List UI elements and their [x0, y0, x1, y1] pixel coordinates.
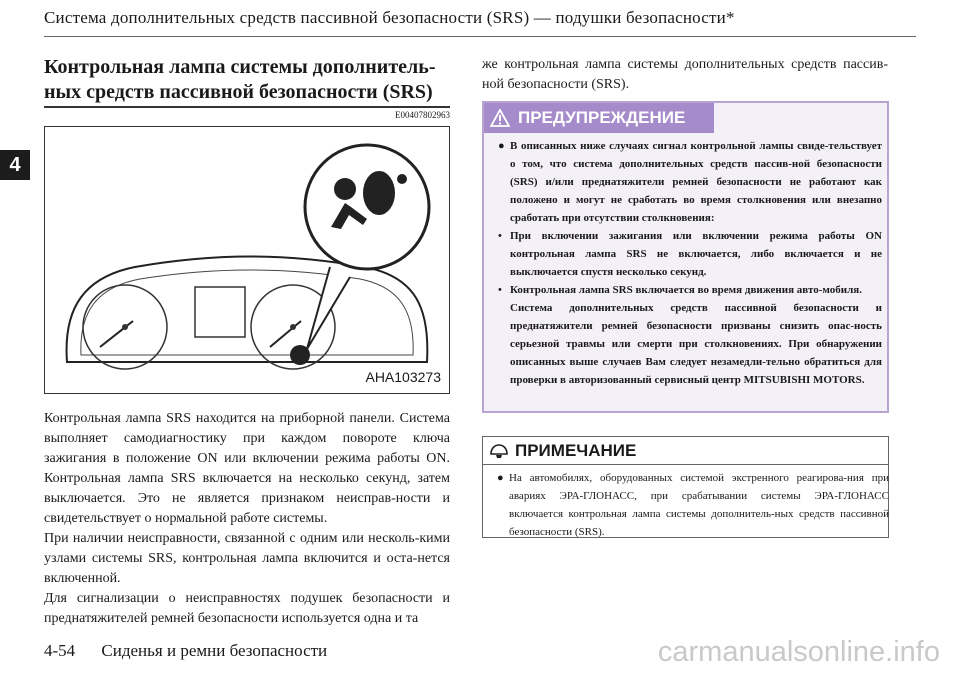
- body-paragraph-3: Для сигнализации о неисправностях подушек безопасности и преднатяжителей ремней безопасности используется одна и та: [44, 591, 450, 626]
- cluster-illustration: [45, 127, 449, 393]
- footer-title: Сиденья и ремни безопасности: [101, 641, 328, 660]
- warning-subitem-2: [498, 281, 882, 299]
- cluster-outline: [67, 257, 428, 363]
- bullet-icon: ●: [498, 140, 505, 152]
- warning-body: [498, 137, 882, 389]
- figure-label: AHA103273: [365, 369, 441, 385]
- left-gauge-hub: [122, 324, 128, 330]
- body-paragraph-1: Контрольная лампа SRS находится на приборной панели. Система выполняет самодиагностику при каждом повороте ключа зажигания в положение ON или включении режима работы ON. Контрольная лампа SRS включается на несколько секунд, затем выключается. Это не является признаком неисправ-ности и свидетельствует о нормальной работе системы.: [44, 411, 450, 526]
- section-title-line-2: ных средств пассивной безопасности (SRS): [44, 81, 433, 103]
- warning-paragraph-1: В описанных ниже случаях сигнал контрольной лампы свиде-тельствует о том, что система дополнительных средств пассив-ной безопасности (SRS) и/или преднатяжители ремней безопасности не работают как положено и могут не сработать во время столкновения или внезапно сработать при отсутствии столкновения:: [510, 140, 882, 224]
- note-header: [483, 437, 888, 465]
- bullet-icon: ●: [497, 472, 504, 484]
- section-code: E00407802963: [395, 110, 450, 120]
- note-body: [497, 469, 889, 541]
- warning-header: [484, 103, 714, 133]
- section-divider: [44, 106, 450, 108]
- warning-triangle-icon: [490, 109, 510, 127]
- warning-bullet-item: [498, 137, 882, 227]
- warning-subitem-1-text: При включении зажигания или включении режима работы ON контрольная лампа SRS не включается, либо включается и не выключается спустя несколько секунд.: [510, 230, 882, 278]
- column2-continuation: же контрольная лампа системы дополнительных средств пассив-ной безопасности (SRS).: [482, 57, 888, 92]
- right-gauge-hub: [290, 324, 296, 330]
- left-gauge-needle: [100, 321, 133, 347]
- warning-subitem-1: [498, 227, 882, 281]
- warning-box: [482, 101, 889, 413]
- dash-bullet: •: [498, 230, 502, 242]
- note-title: ПРИМЕЧАНИЕ: [515, 440, 637, 460]
- watermark: carmanualsonline.info: [657, 636, 940, 668]
- header-divider: [44, 36, 916, 37]
- page-number: 4-54: [44, 641, 76, 660]
- right-gauge-needle: [270, 321, 301, 347]
- page-footer: [44, 641, 327, 661]
- running-header: Система дополнительных средств пассивной безопасности (SRS) — подушки безопасности*: [44, 8, 735, 27]
- warning-subitem-2-text: Контрольная лампа SRS включается во время движения авто-мобиля.: [510, 284, 862, 296]
- body-paragraph-2: При наличии неисправности, связанной с одним или несколь-кими узлами системы SRS, контрольная лампа включится и оста-нется включенной.: [44, 531, 450, 586]
- warning-title: ПРЕДУПРЕЖДЕНИЕ: [518, 108, 686, 127]
- note-icon: [489, 442, 509, 460]
- cluster-inner-outline: [81, 270, 413, 355]
- dash-bullet: •: [498, 284, 502, 296]
- instrument-cluster-figure: [44, 126, 450, 394]
- body-text: [44, 409, 450, 629]
- section-title-line-1: Контрольная лампа системы дополнитель-: [44, 56, 436, 78]
- note-paragraph: На автомобилях, оборудованных системой экстренного реагирова-ния при авариях ЭРА-ГЛОНАСС, при срабатывании системы ЭРА-ГЛОНАСС включается контрольная лампа системы дополнитель-ных средств пассивной безопасности (SRS).: [509, 472, 889, 538]
- callout-pointer: [307, 267, 350, 349]
- center-display: [195, 287, 245, 337]
- section-title: [44, 55, 450, 105]
- note-box: [482, 436, 889, 538]
- warning-paragraph-2: Система дополнительных средств пассивной безопасности и преднатяжители ремней безопасности призваны снизить опас-ность серьезной травмы или смерти при столкновениях. При обнаружении описанных выше случаев Вам следует незамедли-тельно обратиться для проверки в авторизованный сервисный центр MITSUBISHI MOTORS.: [510, 302, 882, 386]
- chapter-tab: 4: [0, 150, 30, 180]
